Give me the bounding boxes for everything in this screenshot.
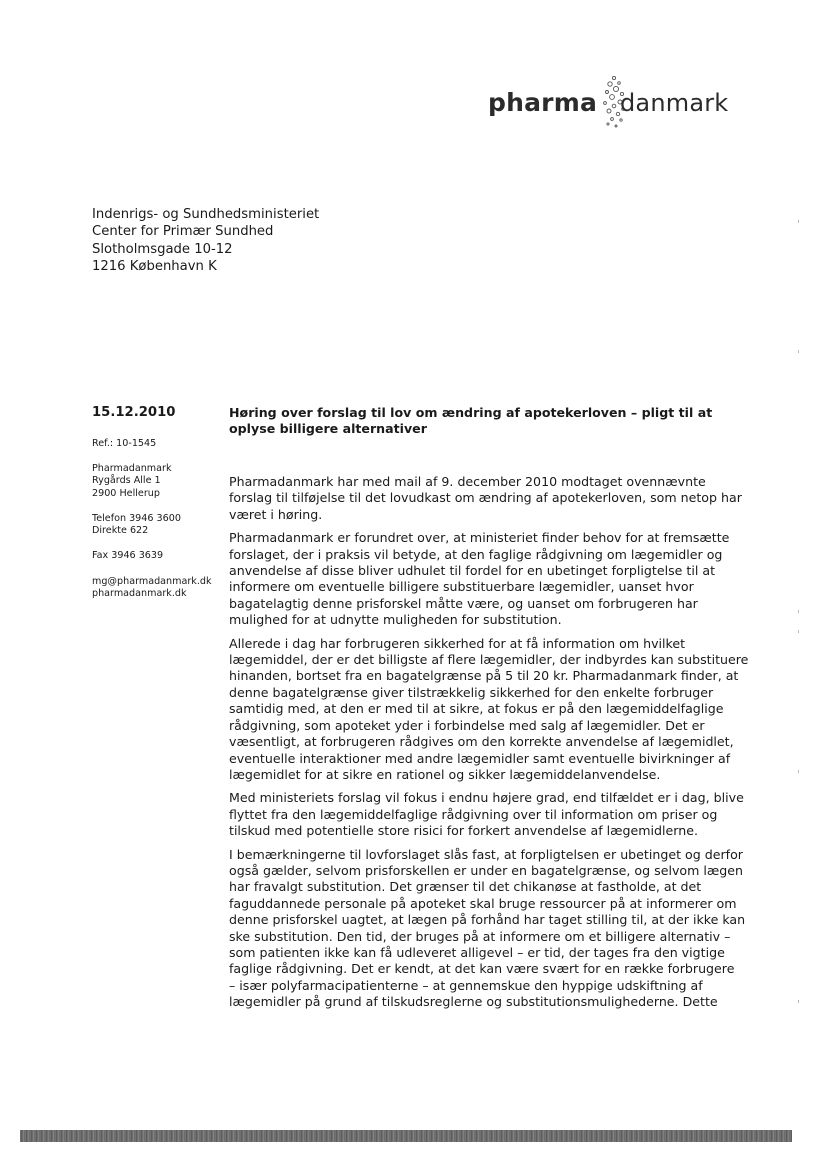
body-line: – især polyfarmacipatienterne – at gennemskue den hyppige udskiftning af: [229, 977, 703, 993]
body-line: samtidig med, at den er med til at sikre, at fokus er på den lægemiddelfaglige: [229, 701, 724, 717]
body-line: har fravalgt substitution. Det grænser til det chikanøse at fastholde, at det: [229, 879, 702, 895]
body-paragraph: [229, 846, 746, 1011]
logo-text-danmark: danmark: [620, 89, 729, 117]
body-line: anvendelse af disse bliver udhulet til fordel for en ubetinget forpligtelse til at: [229, 563, 716, 579]
letter-body: [229, 474, 749, 1018]
body-line: lægemidlet for at sikre en rationel og sikker lægemiddelanvendelse.: [229, 766, 661, 782]
sender-address: [92, 463, 222, 500]
recipient-line: 1216 København K: [92, 259, 217, 275]
body-paragraph: [229, 790, 744, 839]
body-line: lægemidler på grund af tilskudsreglerne og substitutionsmulighederne. Dette: [229, 994, 718, 1010]
body-line: denne bagatelgrænse giver tilstrækkelig sikkerhed for den enkelte forbruger: [229, 684, 714, 700]
logo-text-pharma: pharma: [488, 88, 598, 117]
body-line: Med ministeriets forslag vil fokus i endnu højere grad, end tilfældet er i dag, blive: [229, 790, 744, 806]
sender-contact: [92, 576, 222, 601]
sender-fax: [92, 550, 222, 562]
body-line: Pharmadanmark er forundret over, at ministeriet finder behov for at fremsætte: [229, 530, 730, 546]
letter-subject: [229, 405, 729, 438]
body-paragraph: [229, 635, 749, 784]
sender-line: Direkte 622: [92, 525, 149, 537]
body-line: rådgivning, som apoteket yder i forbindelse med salg af lægemidler. Det er: [229, 717, 705, 733]
body-line: forslag til tilføjelse til det lovudkast om ændring af apotekerloven, som netop har: [229, 490, 742, 506]
body-line: også gælder, selvom prisforskellen er under en bagatelgrænse, og selvom lægen: [229, 862, 743, 878]
body-line: været i høring.: [229, 506, 323, 522]
sender-line: Rygårds Alle 1: [92, 475, 161, 487]
body-line: Pharmadanmark har med mail af 9. december 2010 modtaget ovennævnte: [229, 474, 706, 489]
scan-footer-bar: [20, 1130, 792, 1142]
sender-line: Telefon 3946 3600: [92, 512, 181, 524]
recipient-line: Indenrigs- og Sundhedsministeriet: [92, 207, 320, 222]
sender-line: 2900 Hellerup: [92, 487, 160, 499]
body-line: hinanden, bortset fra en bagatelgrænse på 5 til 20 kr. Pharmadanmark finder, at: [229, 668, 739, 684]
sender-phone: [92, 513, 222, 538]
recipient-line: Slotholmsgade 10-12: [92, 241, 233, 257]
reference-number: Ref.: 10-1545: [92, 438, 157, 449]
body-line: mulighed for at udnytte muligheden for substitution.: [229, 612, 562, 628]
sender-info: [92, 463, 222, 613]
body-line: væsentligt, at forbrugeren rådgives om den korrekte anvendelse af lægemidlet,: [229, 734, 734, 750]
body-line: faglige rådgivning. Det er kendt, at det kan være svært for en række forbrugere: [229, 961, 735, 977]
body-line: tilskud med potentielle store risici for forkert anvendelse af lægemidlerne.: [229, 823, 698, 839]
letter-date: 15.12.2010: [92, 405, 176, 420]
body-line: ske substitution. Den tid, der bruges på at informere om et billigere alternativ –: [229, 928, 731, 944]
recipient-address: [92, 206, 319, 276]
pharmadanmark-logo: [488, 72, 748, 132]
sender-website: pharmadanmark.dk: [92, 588, 187, 600]
body-line: eventuelle interaktioner med andre lægemidler samt eventuelle bivirkninger af: [229, 750, 731, 766]
body-line: informere om eventuelle billigere substituerbare lægemidler, uanset hvor: [229, 579, 694, 595]
sender-line: Fax 3946 3639: [92, 550, 164, 562]
body-line: I bemærkningerne til lovforslaget slås fast, at forpligtelsen er ubetinget og derfor: [229, 846, 743, 862]
body-paragraph: [229, 474, 742, 523]
subject-line: Høring over forslag til lov om ændring af apotekerloven – pligt til at: [229, 405, 713, 420]
body-line: bagatelagtig denne prisforskel måtte være, og uanset om forbrugeren har: [229, 595, 698, 611]
body-line: Allerede i dag har forbrugeren sikkerhed for at få information om hvilket: [229, 635, 686, 651]
sender-line: Pharmadanmark: [92, 463, 172, 474]
body-line: forslaget, der i praksis vil betyde, at den faglige rådgivning om lægemidler og: [229, 546, 723, 562]
body-paragraph: [229, 530, 729, 628]
scan-edge-marks: [798, 140, 800, 1040]
body-line: faguddannede personale på apoteket skal bruge ressourcer på at informerer om: [229, 895, 737, 911]
subject-line: oplyse billigere alternativer: [229, 421, 427, 437]
body-line: som patienten ikke kan få udleveret alligevel – er tid, der tages fra den vigtige: [229, 944, 725, 960]
body-line: denne prisforskel uagtet, at lægen på forhånd har taget stilling til, at der ikke kan: [229, 912, 746, 928]
recipient-line: Center for Primær Sundhed: [92, 224, 274, 240]
body-line: flyttet fra den lægemiddelfaglige rådgivning over til information om priser og: [229, 806, 718, 822]
body-line: lægemiddel, der er det billigste af flere lægemidler, der indbyrdes kan substituere: [229, 652, 749, 668]
sender-email: mg@pharmadanmark.dk: [92, 575, 212, 587]
